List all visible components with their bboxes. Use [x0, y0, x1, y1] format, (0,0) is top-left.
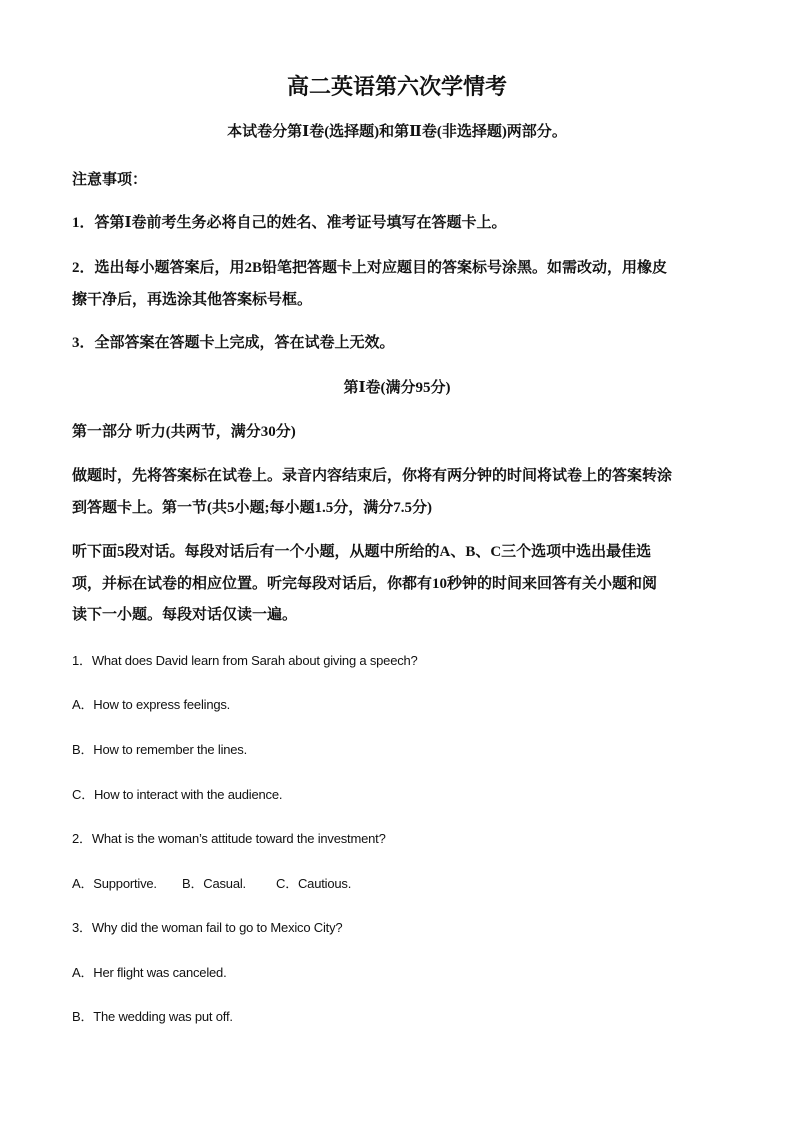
notice-heading: 注意事项： [72, 172, 148, 188]
instruction-line-2: 到答题卡上。第一节(共5小题;每小题1.5分，满分7.5分) [72, 500, 432, 516]
question-2-option-b: B．Casual. [182, 876, 246, 891]
notice-item-2-cont: 擦干净后，再选涂其他答案标号框。 [72, 292, 313, 308]
instruction-line-5: 读下一小题。每段对话仅读一遍。 [72, 607, 298, 623]
question-1-stem: 1．What does David learn from Sarah about giving a speech? [72, 653, 418, 668]
question-1-option-b: B．How to remember the lines. [72, 742, 248, 757]
instruction-line-4: 项，并标在试卷的相应位置。听完每段对话后，你都有10秒钟的时间来回答有关小题和阅 [72, 576, 658, 592]
notice-item-1: 1．答第Ⅰ卷前考生务必将自己的姓名、准考证号填写在答题卡上。 [72, 215, 507, 231]
question-2-options [72, 873, 351, 892]
question-1-option-a: A．How to express feelings. [72, 697, 231, 712]
question-2-option-a: A．Supportive. [72, 876, 157, 891]
question-3-option-b: B．The wedding was put off. [72, 1009, 233, 1024]
instruction-line-1: 做题时，先将答案标在试卷上。录音内容结束后，你将有两分钟的时间将试卷上的答案转涂 [72, 468, 673, 484]
paper-structure-note: 本试卷分第Ⅰ卷(选择题)和第Ⅱ卷(非选择题)两部分。 [227, 124, 567, 140]
question-2-stem: 2．What is the woman’s attitude toward the investment? [72, 831, 386, 846]
volume-heading: 第Ⅰ卷(满分95分) [343, 380, 451, 396]
notice-item-3: 3．全部答案在答题卡上完成，答在试卷上无效。 [72, 335, 395, 351]
instruction-line-3: 听下面5段对话。每段对话后有一个小题，从题中所给的A、B、C三个选项中选出最佳选 [72, 544, 652, 560]
notice-item-2: 2．选出每小题答案后，用2B铅笔把答题卡上对应题目的答案标号涂黑。如需改动，用橡皮 [72, 260, 668, 276]
part-heading: 第一部分 听力(共两节，满分30分) [72, 424, 296, 440]
question-2-option-c: C．Cautious. [276, 876, 352, 891]
question-3-option-a: A．Her flight was canceled. [72, 965, 227, 980]
question-3-stem: 3．Why did the woman fail to go to Mexico City? [72, 920, 343, 935]
page-title: 高二英语第六次学情考 [286, 74, 507, 99]
question-1-option-c: C．How to interact with the audience. [72, 787, 283, 802]
